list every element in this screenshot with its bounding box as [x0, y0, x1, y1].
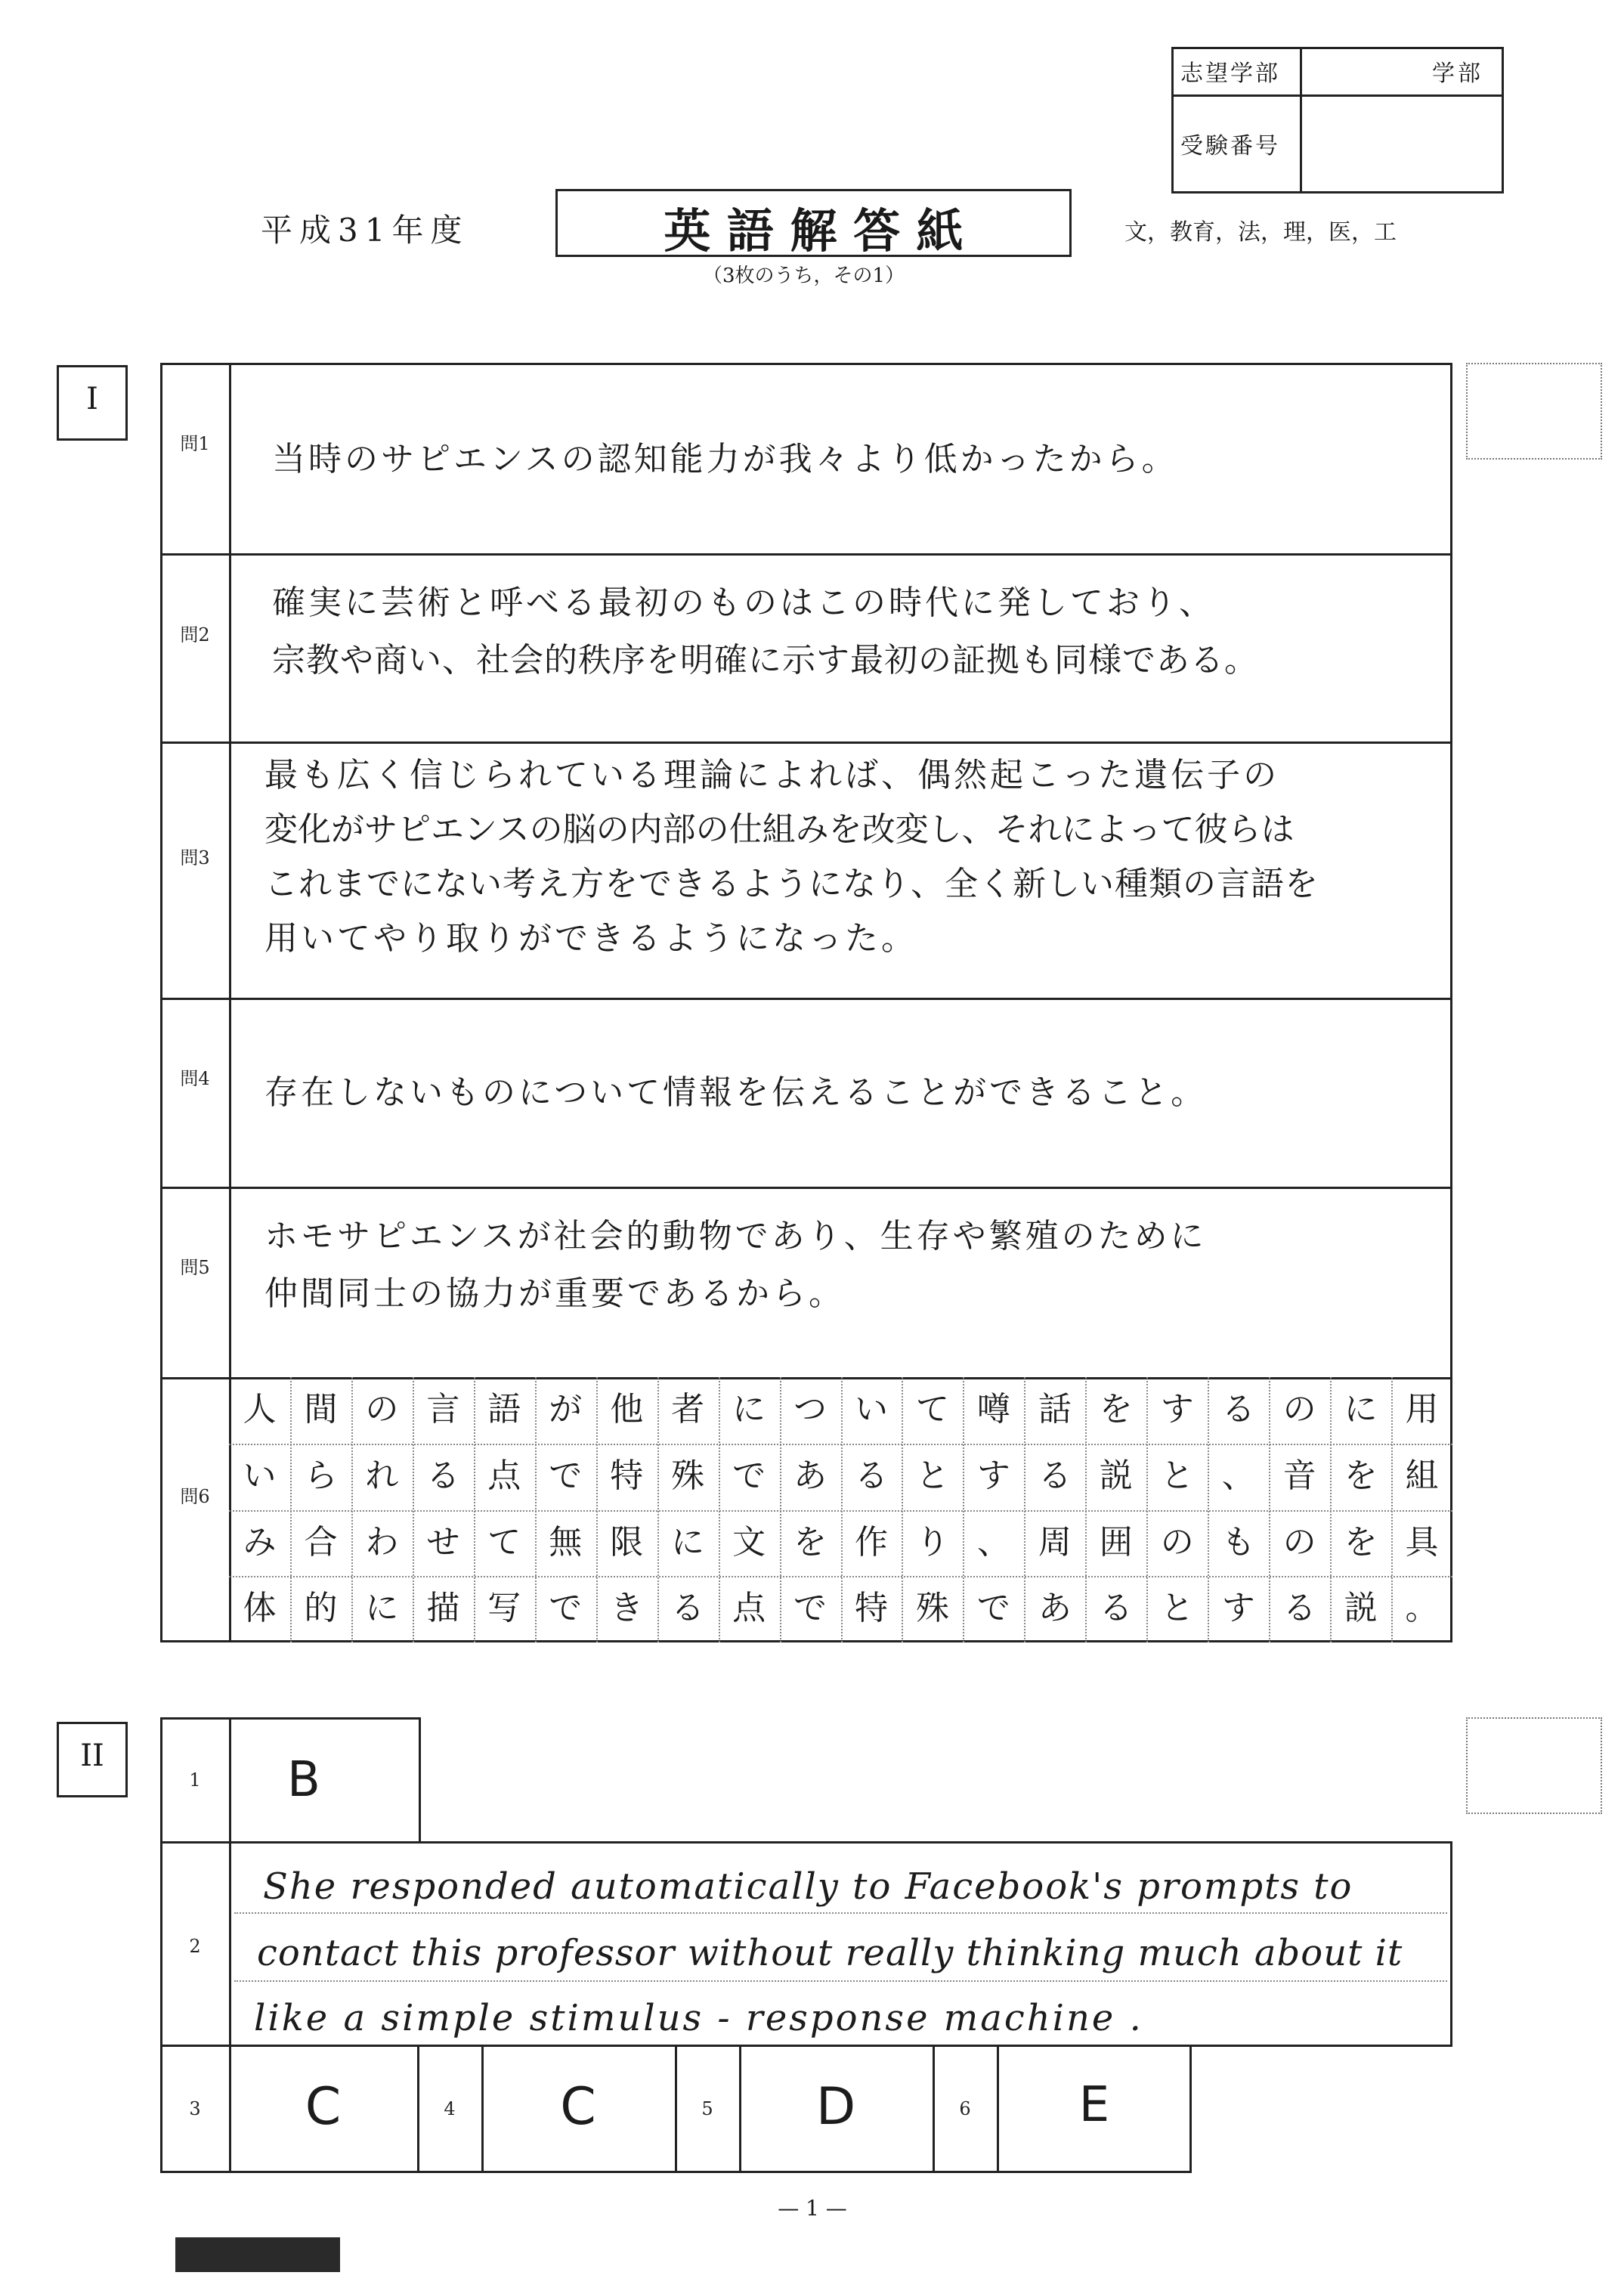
exam-year: 平成31年度: [261, 212, 469, 249]
label-divider: [229, 1717, 231, 1844]
s2-q6-answer[interactable]: E: [1078, 2077, 1110, 2133]
s2-q6-label: 6: [959, 2098, 971, 2119]
s2-q3-label: 3: [189, 2098, 201, 2119]
q6-grid-char: 具: [1405, 1522, 1439, 1562]
q6-grid-char: あ: [1038, 1589, 1072, 1628]
q6-grid-char: の: [365, 1390, 399, 1429]
info-divider: [1171, 94, 1504, 97]
q6-grid-char: を: [1099, 1390, 1133, 1429]
grid-row-line: [229, 1576, 1452, 1577]
q6-grid-char: る: [1038, 1456, 1072, 1495]
ruled-line: [234, 1912, 1447, 1914]
grid-row-line: [229, 1510, 1452, 1512]
s2-q2-answer-line[interactable]: She responded automatically to Facebook's prompts to: [263, 1865, 1353, 1908]
q6-grid-char: る: [426, 1456, 460, 1495]
cell-divider: [933, 2045, 935, 2173]
q6-grid-char: る: [671, 1589, 705, 1628]
sheet-subtitle: （3枚のうち，その1）: [703, 265, 905, 287]
section2-number: II: [80, 1738, 104, 1773]
q6-grid-char: 、: [1221, 1456, 1255, 1495]
q6-grid-char: わ: [365, 1522, 399, 1562]
q6-grid-char: 写: [487, 1589, 521, 1628]
q6-answer-grid[interactable]: [229, 1377, 1452, 1642]
q6-grid-char: 体: [243, 1589, 277, 1628]
q6-grid-char: れ: [365, 1456, 399, 1495]
s2-q5-label: 5: [701, 2098, 713, 2119]
q6-grid-char: 他: [610, 1390, 644, 1429]
q6-label: 問6: [180, 1486, 210, 1507]
q6-grid-char: 作: [855, 1522, 888, 1562]
q6-grid-char: を: [793, 1522, 827, 1562]
q6-grid-char: 。: [1405, 1589, 1439, 1628]
q6-grid-char: で: [976, 1589, 1010, 1628]
q6-grid-char: ら: [304, 1456, 338, 1495]
faculty-suffix: 学部: [1432, 60, 1483, 87]
q6-grid-char: み: [243, 1522, 277, 1562]
q1-label: 問1: [180, 433, 210, 454]
q6-grid-char: 特: [610, 1456, 644, 1495]
q6-grid-char: に: [671, 1522, 705, 1562]
q6-grid-char: に: [1344, 1390, 1378, 1429]
q6-grid-char: 点: [487, 1456, 521, 1495]
q6-grid-char: 人: [243, 1390, 277, 1429]
q6-grid-char: き: [610, 1589, 644, 1628]
q6-grid-char: が: [549, 1390, 583, 1429]
s2-q2-label: 2: [189, 1936, 201, 1957]
grader-box-section1: [1466, 363, 1602, 460]
q6-grid-char: 者: [671, 1390, 705, 1429]
row-divider: [160, 741, 1452, 744]
q6-grid-char: 説: [1099, 1456, 1133, 1495]
q6-grid-char: て: [487, 1522, 521, 1562]
row-divider: [160, 553, 1452, 556]
s2-q3-answer[interactable]: C: [305, 2077, 342, 2137]
q6-grid-char: す: [1221, 1589, 1255, 1628]
row-divider: [160, 998, 1452, 1000]
grader-box-section2: [1466, 1717, 1602, 1814]
q6-grid-char: 、: [976, 1522, 1010, 1562]
q6-grid-char: 特: [855, 1589, 888, 1628]
s2-q2-answer-line[interactable]: contact this professor without really thinking much about it: [257, 1932, 1403, 1974]
q6-grid-char: る: [1282, 1589, 1316, 1628]
q6-grid-char: い: [855, 1390, 888, 1429]
q6-grid-char: 噂: [976, 1390, 1010, 1429]
q2-answer-line[interactable]: 宗教や商い、社会的秩序を明確に示す最初の証拠も同様である。: [272, 641, 1258, 680]
q6-grid-char: 言: [426, 1390, 460, 1429]
section1-number: I: [86, 382, 98, 416]
cell-divider: [675, 2045, 677, 2173]
q6-grid-char: 描: [426, 1589, 460, 1628]
q6-grid-char: も: [1221, 1522, 1255, 1562]
q6-grid-char: と: [1160, 1589, 1194, 1628]
q6-grid-char: 殊: [671, 1456, 705, 1495]
q6-grid-char: 語: [487, 1390, 521, 1429]
q6-grid-char: り: [915, 1522, 949, 1562]
q3-label: 問3: [180, 847, 210, 868]
q6-grid-char: 組: [1405, 1456, 1439, 1495]
q6-grid-char: せ: [426, 1522, 460, 1562]
q5-answer-line[interactable]: ホモサピエンスが社会的動物であり、生存や繁殖のために: [264, 1217, 1207, 1255]
q3-answer-line[interactable]: 変化がサピエンスの脳の内部の仕組みを改変し、それによって彼らは: [264, 810, 1295, 849]
q5-label: 問5: [180, 1257, 210, 1278]
q6-grid-char: に: [732, 1390, 766, 1429]
q6-grid-char: 音: [1282, 1456, 1316, 1495]
q6-grid-char: で: [549, 1589, 583, 1628]
q6-grid-char: 限: [610, 1522, 644, 1562]
info-divider: [1300, 47, 1302, 193]
q6-grid-char: 殊: [915, 1589, 949, 1628]
q1-answer[interactable]: 当時のサピエンスの認知能力が我々より低かったから。: [272, 440, 1178, 478]
q6-grid-char: る: [1221, 1390, 1255, 1429]
q6-grid-char: 間: [304, 1390, 338, 1429]
q6-grid-char: て: [915, 1390, 949, 1429]
q6-grid-char: で: [793, 1589, 827, 1628]
q6-grid-char: あ: [793, 1456, 827, 1495]
q6-grid-char: の: [1282, 1522, 1316, 1562]
redaction-bar: [175, 2237, 340, 2272]
q5-answer-line[interactable]: 仲間同士の協力が重要であるから。: [264, 1274, 845, 1313]
q6-grid-char: 囲: [1099, 1522, 1133, 1562]
grid-row-line: [229, 1444, 1452, 1445]
q6-grid-char: る: [855, 1456, 888, 1495]
page-number: — 1 —: [778, 2196, 847, 2221]
q6-grid-char: つ: [793, 1390, 827, 1429]
q4-label: 問4: [180, 1068, 210, 1089]
q6-grid-char: 文: [732, 1522, 766, 1562]
q4-answer[interactable]: 存在しないものについて情報を伝えることができること。: [264, 1073, 1208, 1112]
q6-grid-char: で: [732, 1456, 766, 1495]
q6-grid-char: す: [1160, 1390, 1194, 1429]
faculty-label: 志望学部: [1180, 60, 1280, 87]
q6-grid-char: と: [915, 1456, 949, 1495]
q6-grid-char: を: [1344, 1522, 1378, 1562]
faculty-list: 文，教育，法，理，医，工: [1124, 219, 1397, 246]
q6-grid-char: を: [1344, 1456, 1378, 1495]
q3-answer-line[interactable]: これまでにない考え方をできるようになり、全く新しい種類の言語を: [264, 865, 1319, 903]
q3-answer-line[interactable]: 用いてやり取りができるようになった。: [264, 919, 917, 958]
q6-grid-char: る: [1099, 1589, 1133, 1628]
row-divider: [160, 1187, 1452, 1189]
s2-q4-answer[interactable]: C: [560, 2077, 596, 2137]
s2-q1-label: 1: [189, 1769, 201, 1791]
q6-grid-char: で: [549, 1456, 583, 1495]
q2-answer-line[interactable]: 確実に芸術と呼べる最初のものはこの時代に発しており、: [272, 584, 1215, 622]
q3-answer-line[interactable]: 最も広く信じられている理論によれば、偶然起こった遺伝子の: [264, 756, 1280, 794]
exam-number-input[interactable]: [1304, 98, 1500, 190]
q6-grid-char: 点: [732, 1589, 766, 1628]
q6-grid-char: い: [243, 1456, 277, 1495]
q6-grid-char: に: [365, 1589, 399, 1628]
label-divider: [229, 1841, 231, 2047]
q6-grid-char: の: [1282, 1390, 1316, 1429]
s2-q4-label: 4: [444, 2098, 456, 2119]
exam-number-label: 受験番号: [1180, 133, 1280, 159]
q6-grid-char: 無: [549, 1522, 583, 1562]
q6-grid-char: の: [1160, 1522, 1194, 1562]
q6-grid-char: と: [1160, 1456, 1194, 1495]
s2-q5-answer[interactable]: D: [815, 2077, 856, 2137]
q6-grid-char: す: [976, 1456, 1010, 1495]
q6-grid-char: 用: [1405, 1390, 1439, 1429]
cell-divider: [417, 2045, 419, 2173]
q6-grid-char: 話: [1038, 1390, 1072, 1429]
q6-grid-char: 説: [1344, 1589, 1378, 1628]
ruled-line: [234, 1980, 1447, 1982]
q6-grid-char: 合: [304, 1522, 338, 1562]
q6-grid-char: 周: [1038, 1522, 1072, 1562]
page-title: 英 語 解 答 紙: [664, 203, 964, 259]
q2-label: 問2: [180, 624, 210, 645]
q6-grid-char: 的: [304, 1589, 338, 1628]
s2-q2-answer-line[interactable]: like a simple stimulus - response machine .: [254, 1997, 1143, 2039]
s2-q1-answer[interactable]: B: [287, 1752, 320, 1808]
